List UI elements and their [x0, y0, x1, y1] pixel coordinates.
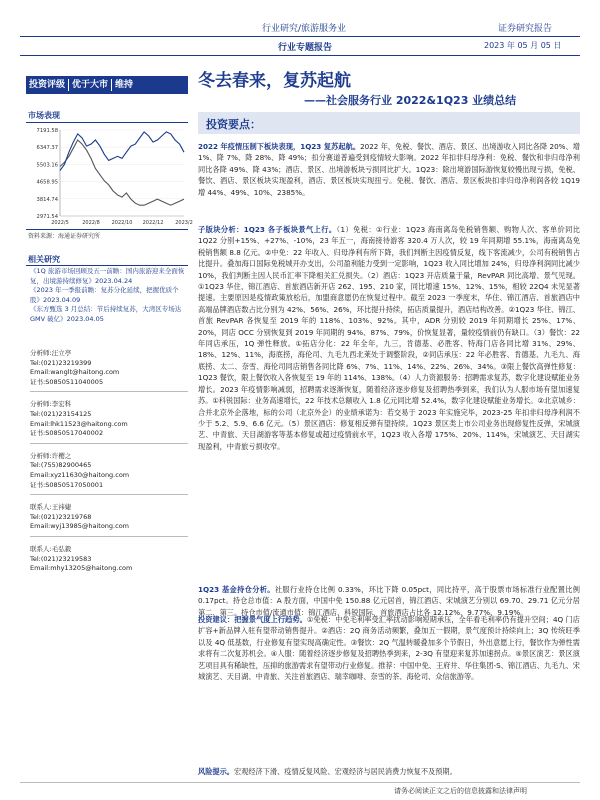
footer-rule	[20, 782, 580, 783]
x-tick-label: 2022/10	[111, 220, 133, 226]
x-tick-label: 2023/2	[175, 220, 193, 226]
paragraph-investment-advice	[198, 614, 580, 682]
analyst-email[interactable]: Email:wanglt@haitong.com	[30, 368, 120, 377]
related-item[interactable]: 《2023 年一季报前瞻：复苏分化延续，把握优质个股》2023.04.09	[30, 286, 179, 304]
y-tick-label: 4658.95	[36, 179, 58, 186]
contact-name: 联系人:王祎婕	[30, 503, 72, 512]
y-tick-label: 7191.58	[36, 128, 58, 134]
paragraph-lead: 子版块分析：1Q23 各子板块景气上行。	[198, 225, 337, 234]
y-tick-label: 5503.16	[36, 162, 58, 169]
analyst-tel: Tel:(021)23219399	[30, 358, 92, 367]
rating-bar	[26, 76, 188, 94]
analyst-email[interactable]: Email:xyz11630@haitong.com	[30, 470, 130, 479]
analyst-card	[30, 400, 188, 443]
analyst-tel: Tel:(021)23154125	[30, 409, 92, 418]
paragraph-text: （1）免税：①行业：1Q23 海南离岛免税销售额、购物人次、客单价同比 1Q22 分别+15%、+27%、-10%，23 年五一，海南接待游客 320.4 万人次，较 19 年同期增 55.1%，海南离岛免税销售额 8.8 亿元。②中免：22 年收入、归母净利有所下降，我们判断主因疫情反复，线下客流减少，公司有税销售占比提升。叠加海口国际免税城开办支出，公司盈利能力受到一定影响，1Q23 收入同比增加 24%，归母净利润同比减少 10%，我们判断主因人民币汇率下降相关汇兑损失。（2）酒店：1Q23 开店质量于量，RevPAR 同比高增、景气见现。①1Q23 华住、锦江酒店、首旅酒店新开店 262、195、210 家，同比增速 15%、12%、15%，相较 22Q4 未见显著提速。主要原因是疫情政策放松后，加盟商意愿仍在恢复过程中。截至 2023 一季度末，华住、锦江酒店、首旅酒店中高端品牌酒店数占比分别为 42%、56%、26%，环比提升持续，拓店质量提升，酒店结构改善。②1Q23 华住、锦江、首旅 RevPAR 各恢复至 2019 年的 118%、103%、92%。其中，ADR 分别较 2019 年同期增长 25%、17%、20%，同店 OCC 分别恢复到 2019 年同期的 94%、87%、79%，价恢复显著，量较疫情前仍有缺口。（3）餐饮：22 年同店承压，1Q 弹性释放。①拓店分化：22 年全年，九三，肯德基、必胜客、特海门店各同比增 31%、29%、18%、12%、11%，海底捞，海伦司、九毛九西北莱处于调整阶段，②同店承压：22 年必胜客、肯德基、九毛九、海底捞、太二、奈雪、海伦司同店销售各同比降 6%、7%、11%、14%、22%、26%、34%。③限上餐饮高弹性修复：1Q23 餐饮，限上餐饮收入各恢复至 19 年的 114%、138%。（4）人力资源服务：招聘需求复苏，数字化建设赋能业务增长。2023 年疫情影响减弱，招聘需求逐渐恢复，随着经济逐步修复及招聘热季到来，我们认为人服市场有望加速复苏。①科锐国际：业务高速增长，22 年技术总额收入 1.8 亿元同比增 52.4%，数字化建设赋能业务增长。②北京城乡：合并北京外企落地，标的公司（北京外企）的业绩承诺为：若交易于 2023 年实施完毕，2023-25 年扣非归母净利润不少于 5.2、5.9、6.6 亿元。（5）景区酒店：修复相反弹有望持续。1Q23 景区类上市公司业务出现修复性反弹，宋城演艺、中青旅、天目湖游客等基本修复或超过疫情前水平，1Q23 收入各增 175%、20%、114%，宋城演艺、天目湖实现盈利，中青旅亏损收窄。	[198, 225, 580, 451]
header-rule	[20, 36, 580, 37]
paragraph-lead: 风险提示。	[198, 767, 234, 776]
market-heading: 市场表现	[28, 111, 60, 120]
header-category: 行业研究/旅游服务业	[262, 24, 347, 34]
header-doc-type: 证券研究报告	[498, 24, 553, 34]
y-tick-label: 6347.37	[36, 145, 58, 152]
analyst-email[interactable]: Email:lhk11523@haitong.com	[30, 419, 128, 428]
y-tick-label: 2971.54	[36, 214, 58, 220]
contact-name: 联系人:毛弘毅	[30, 544, 72, 553]
analyst-tel: Tel:(755)82900465	[30, 461, 92, 470]
related-item[interactable]: 《1Q 旅游市场回顾及五一前瞻：国内旅游迎来全面恢复，出境游持续修复》2023.04.24	[30, 267, 185, 285]
paragraph-text: 社服行业持仓比例 0.33%，环比下降 0.05pct，同比持平，高于股票市场标准行业配置比例 0.17pct。持仓总市值：A 股方面，中国中免 150.88 亿元居首，锦江酒店、宋城演艺分别以 69.70、29.71 亿元分居第二、第三。持仓市值/流通市值：锦江酒店、科锐国际、首旅酒店占比各 12.12%、9.77%、9.19%。	[198, 585, 580, 617]
paragraph-lead: 投资建议：把握景气度上行趋势。	[198, 615, 307, 624]
related-item[interactable]: 《东方甄选 3 月总结：节后持续复苏，大湾区专场达 GMV 破亿》2023.04.05	[30, 305, 182, 323]
series-line-0	[60, 140, 184, 205]
sidebar-rule	[26, 122, 188, 123]
footer-disclaimer: 请务必阅读正文之后的信息披露和法律声明	[394, 787, 527, 795]
key-points-heading: 投资要点：	[206, 118, 261, 131]
rating-label: 投资评级	[29, 80, 66, 90]
report-subtitle: ——社会服务行业 2022&1Q23 业绩总结	[304, 94, 517, 107]
paragraph-lead: 1Q23 基金持仓分析。	[198, 585, 275, 594]
divider	[30, 494, 188, 495]
rating-value: 优于大市	[72, 80, 109, 90]
paragraph-performance	[198, 141, 580, 198]
paragraph-subsectors	[198, 224, 580, 452]
header-rule	[20, 55, 580, 56]
chart-source: 资料来源：海通证券研究所	[28, 233, 101, 240]
header-date: 2023 年 05 月 05 日	[484, 41, 562, 50]
market-chart	[26, 124, 193, 230]
analyst-name: 分析师:李宏科	[30, 400, 72, 409]
analyst-card	[30, 349, 188, 392]
contact-email[interactable]: Email:mhy13205@haitong.com	[30, 564, 133, 573]
x-tick-label: 2022/5	[51, 220, 69, 226]
sidebar-rule	[26, 265, 188, 266]
paragraph-text: 2022 年，免税、餐饮、酒店、景区、出境游收入同比各降 20%、增 1%、降 7%、降 28%、降 49%；扣分赛道普遍受到疫情较大影响。2022 年扣非归母净利：免税、餐饮和非归母净利同比各降 49%、降 43%；酒店、景区、出境游板块亏损同比扩大。1Q23：除出境游国际游恢复较慢出现亏损，免税、餐饮、酒店、景区板块实现盈利，酒店、景区板块实现扭亏。免税、餐饮、酒店、景区板块扣非归母净利润各较 1Q19 增 44%、49%、10%、2385%。	[198, 142, 580, 197]
contact-card	[30, 545, 188, 574]
divider	[30, 443, 188, 444]
y-tick-label: 3814.74	[36, 196, 58, 203]
contact-tel: Tel:(021)23219768	[30, 512, 92, 521]
related-heading: 相关研究	[28, 255, 60, 264]
paragraph-risk	[198, 766, 580, 777]
analyst-name: 分析师:汪立亭	[30, 349, 72, 357]
rating-action: 维持	[115, 80, 134, 90]
contact-email[interactable]: Email:wyj13985@haitong.com	[30, 522, 129, 531]
x-tick-label: 2022/8	[82, 220, 100, 226]
analyst-cert: 证书:S0850511040005	[30, 377, 104, 386]
analyst-name: 分析师:许樱之	[30, 451, 72, 460]
divider	[30, 391, 188, 392]
paragraph-text: ①免税：中免毛利率受汇率扰动影响短期承压，全年看毛利率仍有提升空间；4Q 门店扩容+新品牌入驻有望带动销售提升。②酒店：2Q 商务活动频繁，叠加五一假期，景气度预计持续向上；3Q 传统旺季以及 4Q 低基数，行业修复有望实现高确定性。③餐饮：2Q 气温转暖叠加多个节假日，外出意愿上行，餐饮作为弹性需求将有二次复苏机会。④人服：随着经济逐步修复及招聘热季到来，2-3Q 有望迎来复苏加速拐点。⑤景区演艺：景区演艺项目具有稀缺性，压抑的旅游需求有望带动行业修复。推荐：中国中免、王府井、华住集团-S、锦江酒店、九毛九、宋城演艺、天目湖、中青旅、关注首旅酒店、瑞幸咖啡、奈雪的茶、海伦司、众信旅游等。	[198, 615, 580, 682]
analyst-list	[30, 349, 188, 582]
page-header	[0, 0, 600, 60]
paragraph-lead: 2022 年疫情压制下板块表现，1Q23 复苏起航。	[198, 142, 361, 151]
analyst-cert: 证书:S0850517040002	[30, 429, 104, 438]
sidebar-rule	[26, 229, 188, 230]
paragraph-text: 宏观经济下滑、疫情反复风险、宏观经济与居民消费力恢复不及预期。	[233, 767, 457, 776]
contact-tel: Tel:(021)23219583	[30, 554, 92, 563]
divider	[30, 536, 188, 537]
header-report-type: 行业专题报告	[278, 43, 333, 53]
contact-card	[30, 503, 188, 537]
report-title: 冬去春来，复苏起航	[198, 71, 351, 91]
related-list	[30, 267, 188, 324]
x-tick-label: 2022/12	[142, 220, 164, 226]
analyst-cert: 证书:S0850517050001	[30, 480, 104, 489]
series-line-1	[60, 132, 184, 171]
analyst-card	[30, 452, 188, 495]
key-points-header	[198, 112, 580, 134]
